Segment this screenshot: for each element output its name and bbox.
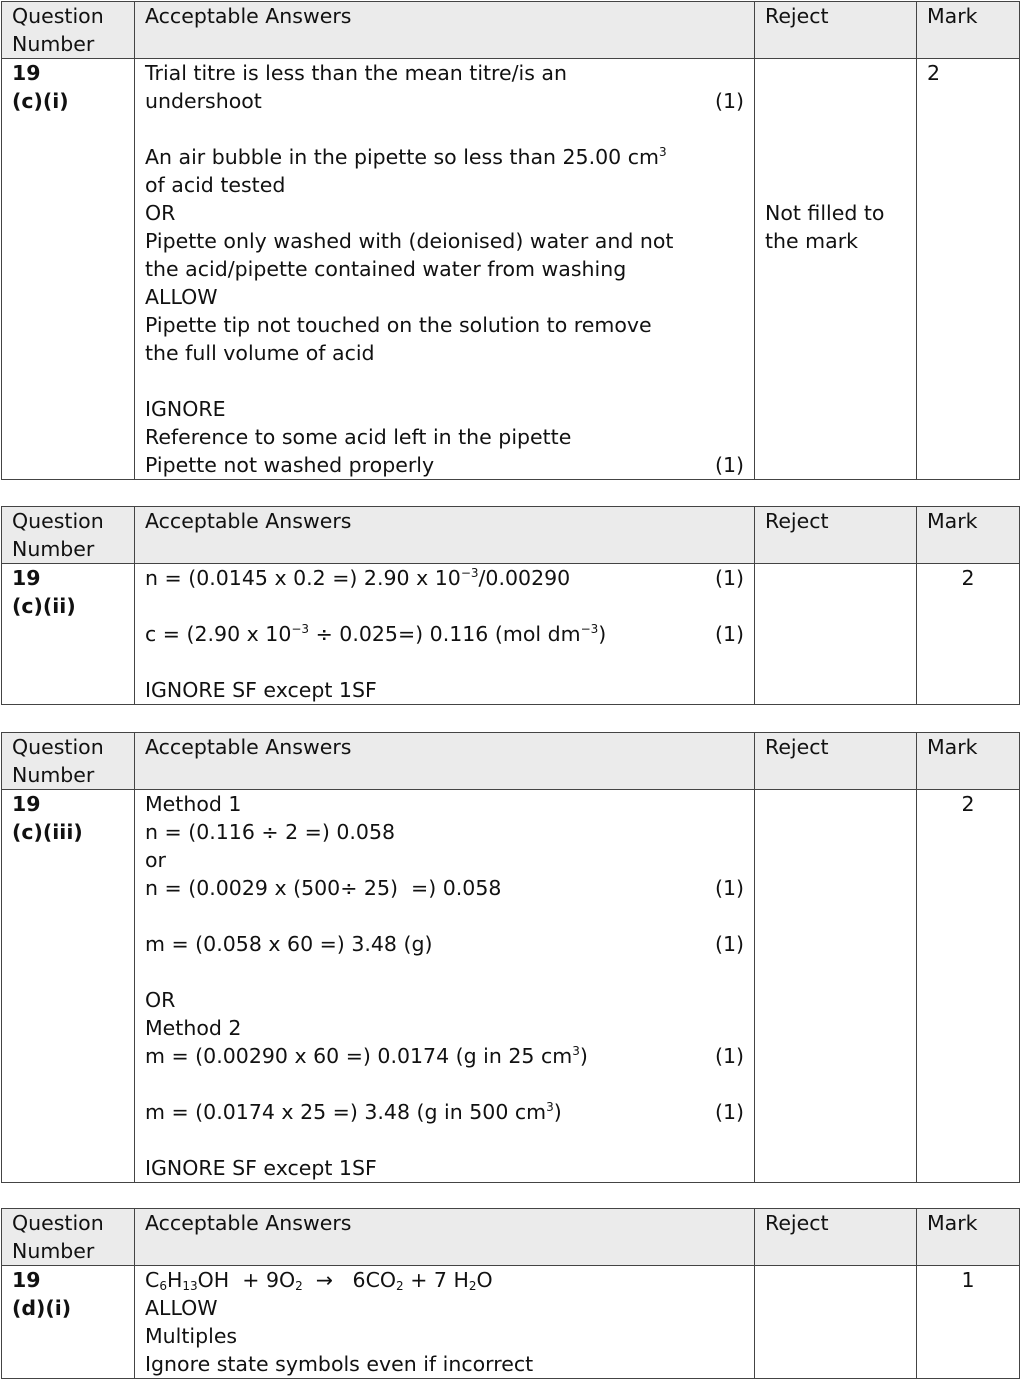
- answer-text: Pipette not washed properly: [145, 453, 435, 477]
- answer-text: m = (0.00290 x 60 =) 0.0174 (g in 25 cm: [145, 1044, 573, 1068]
- answer-text: c = (2.90 x 10: [145, 622, 292, 646]
- reject-cell: [755, 1266, 917, 1379]
- mark-cell: 2: [917, 564, 1020, 705]
- answer-line: or: [145, 848, 166, 872]
- question-number: [2, 1266, 135, 1379]
- mark-point: (1): [714, 932, 744, 956]
- header-text: Number: [12, 1239, 95, 1263]
- superscript: −3: [291, 622, 310, 636]
- header-text: Number: [12, 32, 95, 56]
- table-row: [2, 1266, 1020, 1379]
- header-question-number: [2, 2, 135, 59]
- equation-text: C: [145, 1268, 160, 1292]
- question-num: 19: [12, 61, 41, 85]
- mark-table-19ci: [1, 1, 1020, 480]
- superscript: 3: [572, 1044, 580, 1058]
- header-question-number: [2, 733, 135, 790]
- answer-text: An air bubble in the pipette so less than 25.00 cm: [145, 145, 659, 169]
- header-text: Question: [12, 1211, 104, 1235]
- answer-text: n = (0.0145 x 0.2 =) 2.90 x 10: [145, 566, 461, 590]
- header-reject: Reject: [755, 2, 917, 59]
- question-num: 19: [12, 1268, 41, 1292]
- header-acceptable-answers: Acceptable Answers: [135, 2, 755, 59]
- subscript: 2: [468, 1279, 477, 1293]
- answer-line: [145, 930, 744, 958]
- header-text: Number: [12, 537, 95, 561]
- mark-point: (1): [714, 453, 744, 477]
- header-text: Number: [12, 763, 95, 787]
- header-acceptable-answers: Acceptable Answers: [135, 733, 755, 790]
- header-reject: Reject: [755, 733, 917, 790]
- table-header-row: [2, 1209, 1020, 1266]
- answer-line: OR: [145, 988, 176, 1012]
- mark-point: (1): [714, 89, 744, 113]
- superscript: 3: [658, 145, 667, 159]
- answer-line: IGNORE SF except 1SF: [145, 1156, 377, 1180]
- answer-line: [145, 451, 744, 479]
- mark-point: (1): [714, 876, 744, 900]
- answer-line: n = (0.116 ÷ 2 =) 0.058: [145, 820, 396, 844]
- answer-line: IGNORE SF except 1SF: [145, 678, 377, 702]
- answer-line: Ignore state symbols even if incorrect: [145, 1352, 534, 1376]
- answer-line: [145, 564, 744, 592]
- answer-text: m = (0.058 x 60 =) 3.48 (g): [145, 932, 433, 956]
- question-num: 19: [12, 566, 41, 590]
- reject-text: the mark: [765, 229, 858, 253]
- header-question-number: [2, 1209, 135, 1266]
- superscript: 3: [546, 1100, 554, 1114]
- answer-line: [145, 1098, 744, 1126]
- mark-point: (1): [714, 622, 744, 646]
- reject-cell: [755, 59, 917, 480]
- answer-line: the full volume of acid: [145, 341, 375, 365]
- answer-line: [145, 620, 744, 648]
- reject-cell: [755, 790, 917, 1183]
- answer-line: IGNORE: [145, 397, 226, 421]
- header-acceptable-answers: Acceptable Answers: [135, 507, 755, 564]
- question-part: (c)(ii): [12, 594, 76, 618]
- reject-text: Not filled to: [765, 201, 885, 225]
- header-reject: Reject: [755, 507, 917, 564]
- answer-line: Reference to some acid left in the pipette: [145, 425, 572, 449]
- header-acceptable-answers: Acceptable Answers: [135, 1209, 755, 1266]
- answer-text: ÷ 0.025=) 0.116 (mol dm: [309, 622, 581, 646]
- answer-line: Method 1: [145, 792, 242, 816]
- answer-line: [145, 143, 744, 171]
- acceptable-answers-cell: [135, 59, 755, 480]
- equation-text: OH + 9O: [197, 1268, 296, 1292]
- equation-text: + 7 H: [403, 1268, 469, 1292]
- answer-text: ): [579, 1044, 588, 1068]
- header-mark: Mark: [917, 2, 1020, 59]
- equation-text: → 6CO: [302, 1268, 397, 1292]
- answer-line: ALLOW: [145, 285, 218, 309]
- answer-text: undershoot: [145, 89, 262, 113]
- table-header-row: [2, 733, 1020, 790]
- answer-line: ALLOW: [145, 1296, 218, 1320]
- mark-table-19ciii: [1, 732, 1020, 1183]
- equation-line: [145, 1266, 744, 1294]
- equation-text: O: [476, 1268, 493, 1292]
- header-reject: Reject: [755, 1209, 917, 1266]
- superscript: −3: [580, 622, 599, 636]
- mark-point: (1): [714, 1044, 744, 1068]
- answer-line: Multiples: [145, 1324, 238, 1348]
- question-number: [2, 59, 135, 480]
- table-row: [2, 59, 1020, 480]
- question-part: (c)(i): [12, 89, 69, 113]
- answer-text: m = (0.0174 x 25 =) 3.48 (g in 500 cm: [145, 1100, 547, 1124]
- answer-line: of acid tested: [145, 173, 286, 197]
- mark-point: (1): [714, 566, 744, 590]
- answer-line: [145, 874, 744, 902]
- acceptable-answers-cell: [135, 1266, 755, 1379]
- equation-text: H: [166, 1268, 183, 1292]
- header-text: Question: [12, 509, 104, 533]
- answer-line: Pipette tip not touched on the solution to remove: [145, 313, 652, 337]
- mark-table-19di: [1, 1208, 1020, 1379]
- table-row: [2, 564, 1020, 705]
- table-header-row: [2, 507, 1020, 564]
- subscript: 2: [295, 1279, 303, 1293]
- answer-text: ): [598, 622, 607, 646]
- header-text: Question: [12, 4, 104, 28]
- answer-line: [145, 1042, 744, 1070]
- question-part: (c)(iii): [12, 820, 83, 844]
- table-row: [2, 790, 1020, 1183]
- table-header-row: [2, 2, 1020, 59]
- answer-line: the acid/pipette contained water from washing: [145, 257, 627, 281]
- header-mark: Mark: [917, 733, 1020, 790]
- answer-line: [145, 87, 744, 115]
- answer-line: Method 2: [145, 1016, 242, 1040]
- question-number: [2, 790, 135, 1183]
- answer-text: ): [553, 1100, 562, 1124]
- question-num: 19: [12, 792, 41, 816]
- header-question-number: [2, 507, 135, 564]
- answer-line: Trial titre is less than the mean titre/is an: [145, 61, 567, 85]
- answer-line: OR: [145, 201, 176, 225]
- question-part: (d)(i): [12, 1296, 72, 1320]
- acceptable-answers-cell: [135, 564, 755, 705]
- superscript: −3: [460, 566, 479, 580]
- question-number: [2, 564, 135, 705]
- header-mark: Mark: [917, 507, 1020, 564]
- mark-cell: 2: [917, 790, 1020, 1183]
- answer-text: /0.00290: [478, 566, 571, 590]
- subscript: 6: [159, 1279, 167, 1293]
- reject-cell: [755, 564, 917, 705]
- mark-cell: 2: [917, 59, 1020, 480]
- answer-line: Pipette only washed with (deionised) water and not: [145, 229, 674, 253]
- mark-table-19cii: [1, 506, 1020, 705]
- mark-point: (1): [714, 1100, 744, 1124]
- header-text: Question: [12, 735, 104, 759]
- subscript: 13: [182, 1279, 198, 1293]
- subscript: 2: [396, 1279, 404, 1293]
- answer-text: n = (0.0029 x (500÷ 25) =) 0.058: [145, 876, 502, 900]
- mark-cell: 1: [917, 1266, 1020, 1379]
- header-mark: Mark: [917, 1209, 1020, 1266]
- acceptable-answers-cell: [135, 790, 755, 1183]
